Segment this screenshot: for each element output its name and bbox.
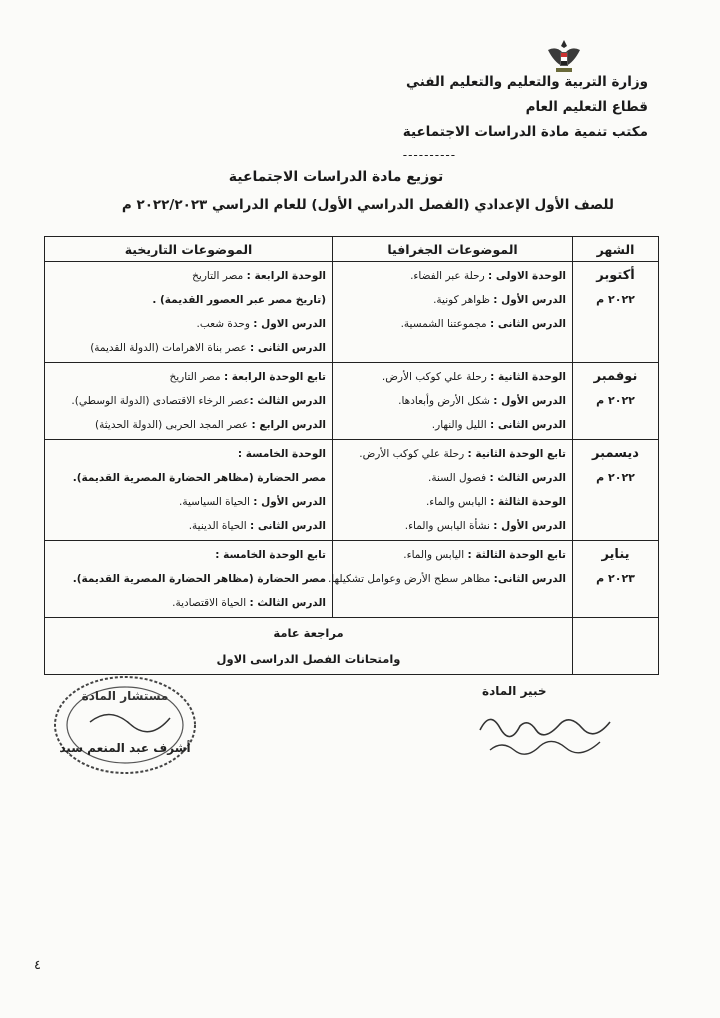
lesson-label: الوحدة الاولى : [488, 270, 566, 282]
lesson-line [51, 514, 326, 538]
table-row [45, 440, 659, 541]
month-year: ٢٠٢٣ م [596, 572, 635, 585]
lesson-line [339, 466, 566, 490]
lesson-line [339, 442, 566, 466]
lesson-label: الدرس الثانى : [490, 318, 566, 330]
lesson-label: الدرس الأول : [493, 294, 566, 306]
month-name: أكتوبر [596, 268, 635, 283]
lesson-title: الحياة الدينية. [188, 520, 250, 532]
lesson-label: الدرس الاول : [253, 318, 326, 330]
lesson-line [339, 490, 566, 514]
lesson-title: وحدة شعب. [196, 318, 254, 330]
lesson-title: فصول السنة. [428, 472, 490, 484]
lesson-label: الوحدة الخامسة : [237, 448, 326, 460]
final-review-line2: وامتحانات الفصل الدراسى الاول [216, 652, 401, 666]
document-title [50, 166, 622, 216]
lesson-title: اليابس والماء. [425, 496, 491, 508]
lesson-label: الوحدة الرابعة : [246, 270, 326, 282]
month-cell [573, 262, 659, 363]
lesson-line [327, 567, 566, 591]
history-cell [45, 440, 333, 541]
lesson-label: الدرس الأول : [493, 520, 566, 532]
lesson-label: (تاريخ مصر عبر العصور القديمة) . [152, 294, 326, 306]
history-cell [45, 541, 333, 618]
lesson-line [51, 490, 326, 514]
table-header-row [45, 237, 659, 262]
month-year: ٢٠٢٢ م [596, 394, 635, 407]
header-separator: ---------- [402, 148, 457, 162]
ministry-name: وزارة التربية والتعليم والتعليم الفني [406, 74, 648, 90]
table-row [45, 262, 659, 363]
lesson-label: تابع الوحدة الرابعة : [223, 371, 326, 383]
lesson-title: اليابس والماء. [403, 549, 468, 561]
final-month-cell [573, 618, 659, 675]
lesson-label: الدرس الثالث : [249, 395, 326, 407]
month-year: ٢٠٢٢ م [596, 471, 635, 484]
lesson-label: الدرس الثانى : [250, 342, 326, 354]
lesson-line [339, 543, 566, 567]
lesson-title: مصر التاريخ [169, 371, 224, 383]
lesson-label: تابع الوحدة الثالثة : [467, 549, 566, 561]
lesson-title: رحلة عبر الفضاء. [410, 270, 489, 282]
month-year: ٢٠٢٢ م [596, 293, 635, 306]
lesson-line [339, 514, 566, 538]
lesson-line [51, 413, 326, 437]
final-review-line1: مراجعة عامة [273, 626, 344, 640]
curriculum-table [44, 236, 659, 675]
lesson-title: مجموعتنا الشمسية. [400, 318, 490, 330]
lesson-line [51, 567, 326, 591]
stamp-title: مستشار المادة [81, 689, 169, 703]
header-month: الشهر [573, 237, 659, 262]
sector-name: قطاع التعليم العام [525, 99, 648, 115]
month-name: ديسمبر [592, 446, 639, 461]
lesson-line [339, 288, 566, 312]
lesson-label: الوحدة الثالثة : [490, 496, 566, 508]
lesson-title: نشأة اليابس والماء. [404, 520, 494, 532]
lesson-title: مصر التاريخ [192, 270, 247, 282]
final-review-cell [45, 618, 573, 675]
lesson-line [51, 591, 326, 615]
lesson-label: الدرس الرابع : [251, 419, 326, 431]
geography-cell [333, 363, 573, 440]
lesson-line [339, 389, 566, 413]
lesson-line [51, 466, 326, 490]
table-row [45, 363, 659, 440]
lesson-label: الدرس الثالث : [249, 597, 326, 609]
lesson-line [339, 413, 566, 437]
document-header [403, 70, 648, 163]
lesson-line [339, 264, 566, 288]
lesson-label: الدرس الأول : [253, 496, 326, 508]
lesson-line [51, 389, 326, 413]
lesson-line [51, 264, 326, 288]
lesson-line [339, 312, 566, 336]
month-cell [573, 440, 659, 541]
lesson-label: الوحدة الثانية : [490, 371, 566, 383]
geography-cell [333, 262, 573, 363]
lesson-label: مصر الحضارة (مظاهر الحضارة المصرية القديمة). [72, 472, 326, 484]
lesson-line [51, 365, 326, 389]
lesson-title: الليل والنهار. [431, 419, 490, 431]
lesson-title: عصر بناة الاهرامات (الدولة القديمة) [90, 342, 250, 354]
lesson-title: الحياة السياسية. [179, 496, 254, 508]
history-cell [45, 363, 333, 440]
month-name: نوفمبر [593, 369, 638, 384]
lesson-title: رحلة علي كوكب الأرض. [359, 448, 468, 460]
month-cell [573, 541, 659, 618]
lesson-title: عصر المجد الحربى (الدولة الحديثة) [95, 419, 252, 431]
lesson-label: مصر الحضارة (مظاهر الحضارة المصرية القديمة). [72, 573, 326, 585]
geography-cell [333, 440, 573, 541]
expert-label: خبير المادة [482, 684, 547, 698]
lesson-label: الدرس الثانى: [493, 573, 566, 585]
lesson-line [51, 442, 326, 466]
lesson-label: تابع الوحدة الخامسة : [215, 549, 326, 561]
geography-cell [327, 541, 573, 618]
lesson-line [339, 365, 566, 389]
title-line-1: توزيع مادة الدراسات الاجتماعية [228, 169, 444, 185]
month-name: يناير [601, 547, 630, 562]
lesson-title: عصر الرخاء الاقتصادى (الدولة الوسطي). [71, 395, 250, 407]
header-geography: الموضوعات الجغرافيا [333, 237, 573, 262]
office-name: مكتب تنمية مادة الدراسات الاجتماعية [402, 124, 648, 140]
lesson-line [51, 336, 326, 360]
header-history: الموضوعات التاريخية [45, 237, 333, 262]
title-line-2: للصف الأول الإعدادي (الفصل الدراسي الأول) للعام الدراسي ٢٠٢٢/٢٠٢٣ م [121, 197, 614, 213]
lesson-title: شكل الأرض وأبعادها. [398, 395, 494, 407]
month-cell [573, 363, 659, 440]
lesson-label: الدرس الأول : [493, 395, 566, 407]
lesson-title: رحلة علي كوكب الأرض. [381, 371, 491, 383]
history-cell [45, 262, 333, 363]
official-stamp-icon [50, 670, 200, 780]
lesson-title: ظواهر كونية. [433, 294, 494, 306]
lesson-title: الحياة الاقتصادية. [172, 597, 250, 609]
lesson-line [51, 312, 326, 336]
final-row [45, 618, 659, 675]
table-row [45, 541, 659, 618]
lesson-line [51, 288, 326, 312]
lesson-label: الدرس الثالث : [489, 472, 566, 484]
lesson-label: الدرس الثانى : [250, 520, 326, 532]
lesson-label: تابع الوحدة الثانية : [467, 448, 566, 460]
lesson-line [51, 543, 326, 567]
lesson-title: مظاهر سطح الأرض وعوامل تشكيلها. [327, 573, 494, 585]
stamp-name: أشرف عبد المنعم سيد [59, 741, 191, 755]
expert-signature-icon [470, 700, 620, 760]
page-number: ٤ [34, 958, 41, 973]
lesson-label: الدرس الثانى : [490, 419, 566, 431]
